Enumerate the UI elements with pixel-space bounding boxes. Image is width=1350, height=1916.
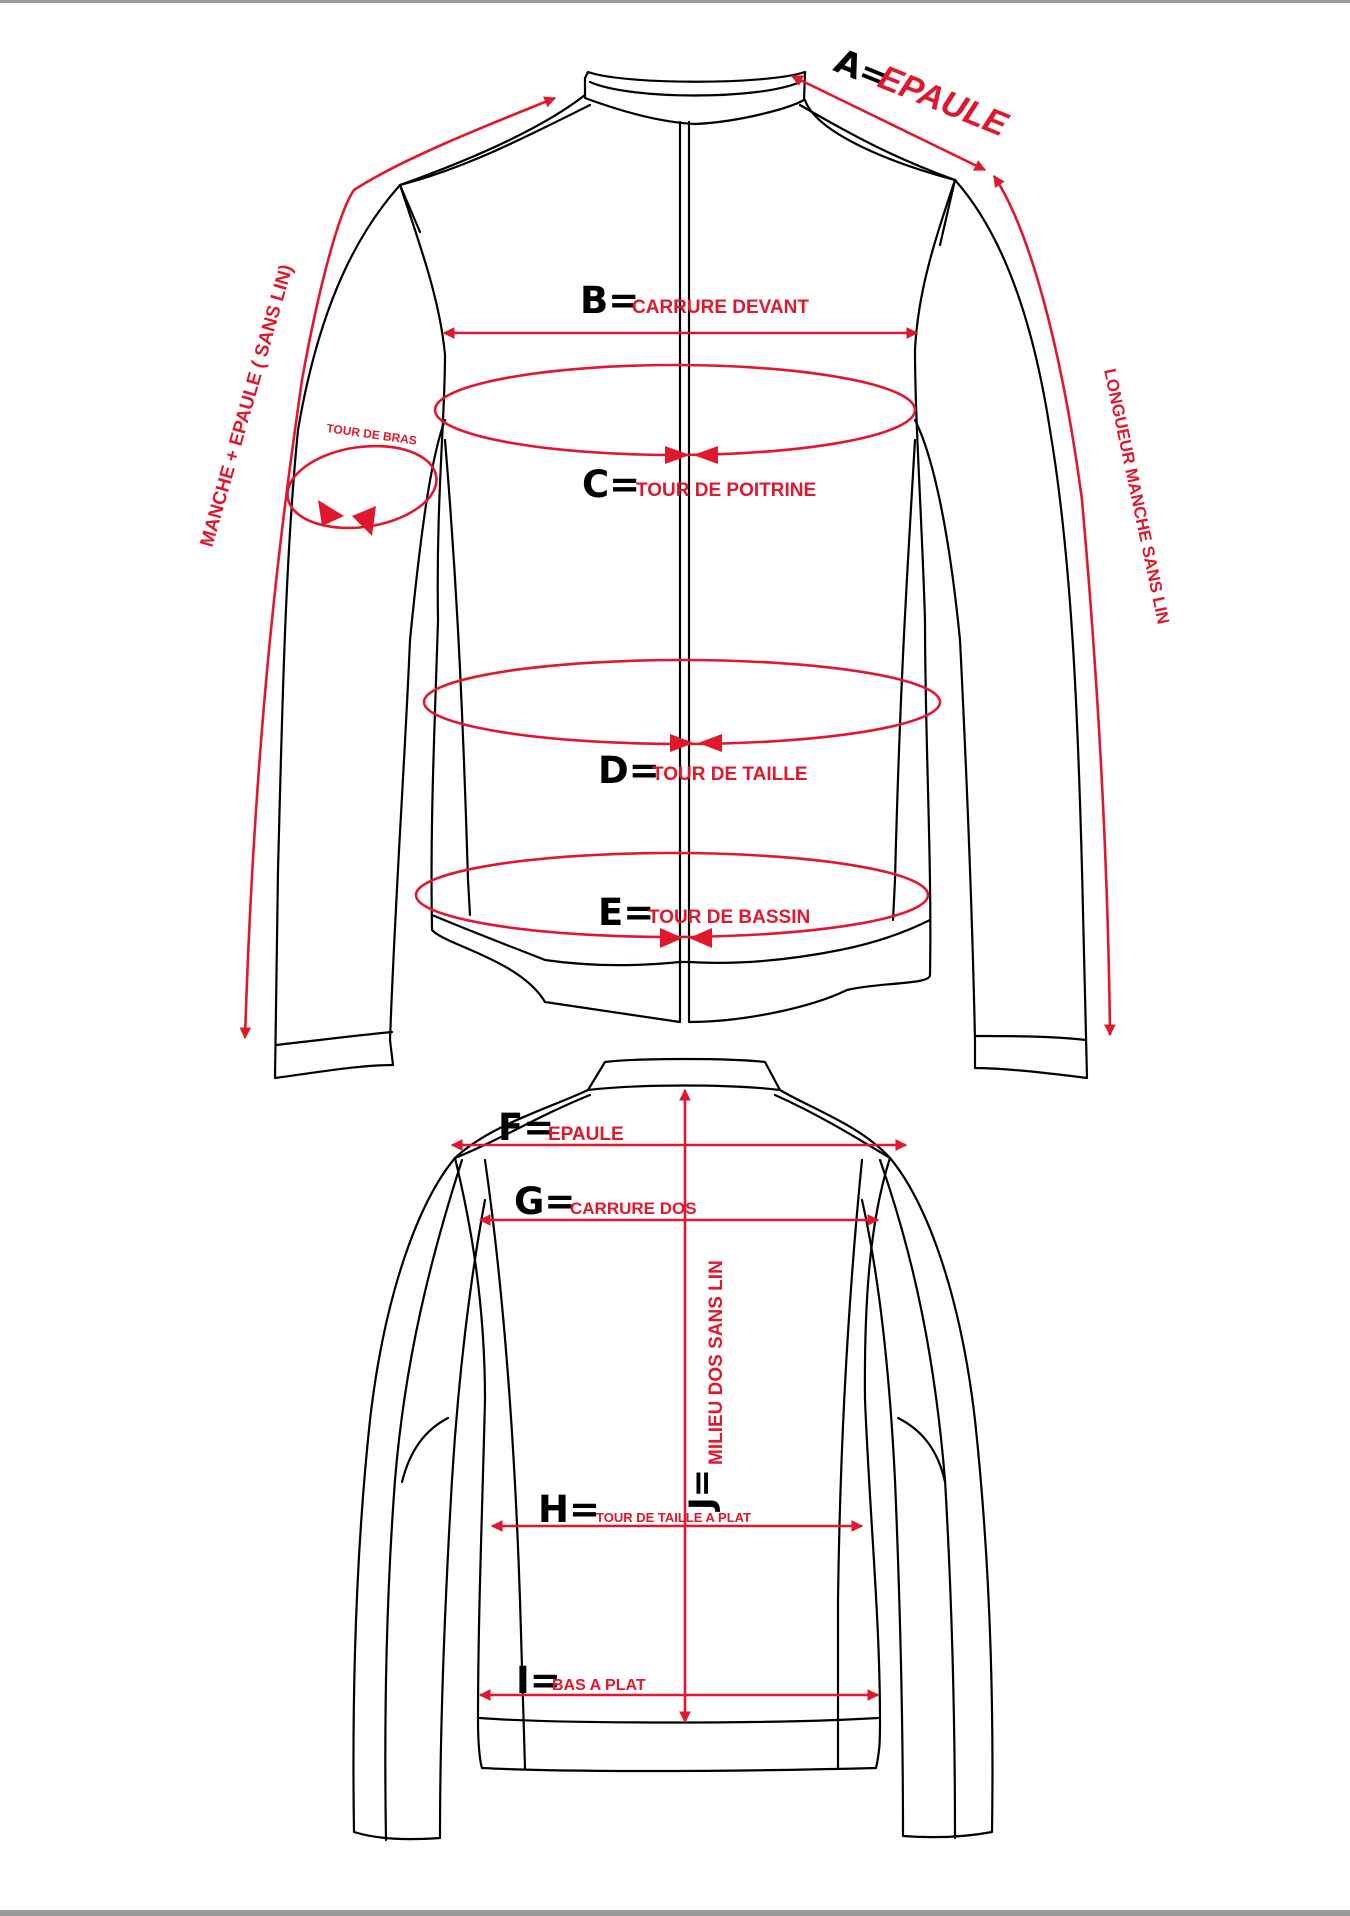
label-j-center-back: MILIEU DOS SANS LIN	[706, 1260, 727, 1465]
front-measurements	[245, 76, 1110, 1038]
label-arm-circumference: TOUR DE BRAS	[325, 421, 418, 448]
back-right-elbow-crease	[898, 1418, 945, 1482]
measure-d-waist-ring	[424, 660, 940, 744]
label-j-letter: J=	[682, 1468, 722, 1510]
front-labels	[197, 41, 1173, 934]
front-collar	[585, 72, 805, 124]
label-i-letter: I=	[516, 1659, 561, 1702]
front-zipper	[680, 122, 689, 962]
front-collar-inner	[590, 82, 800, 96]
back-left-elbow-crease	[402, 1418, 448, 1482]
front-right-sleeve	[915, 180, 1087, 1078]
label-f-letter: F=	[498, 1106, 555, 1149]
label-e-letter: E=	[598, 891, 655, 934]
back-right-sleeve-seam	[880, 1160, 955, 1838]
label-d-waist: TOUR DE TAILLE	[652, 764, 808, 785]
front-raglan-seam-right	[800, 105, 955, 245]
front-side-panel-left	[445, 440, 470, 915]
front-left-sleeve	[275, 185, 445, 1078]
label-b-letter: B=	[580, 279, 640, 322]
measure-left-sleeve-arrow	[245, 98, 555, 1038]
front-right-cuff	[976, 1036, 1086, 1040]
label-c-chest: TOUR DE POITRINE	[636, 480, 817, 501]
back-labels	[498, 1106, 751, 1702]
label-h-flat-waist: TOUR DE TAILLE A PLAT	[596, 1510, 752, 1525]
label-d-letter: D=	[598, 749, 660, 792]
label-f-shoulder: EPAULE	[548, 1124, 624, 1145]
front-raglan-seam-left	[400, 105, 590, 232]
back-left-sleeve	[353, 1158, 485, 1839]
label-i-flat-hem: BAS A PLAT	[552, 1677, 646, 1694]
label-b-front-chest-width: CARRURE DEVANT	[632, 297, 809, 318]
front-left-cuff	[276, 1032, 392, 1045]
measure-c-chest-ring	[435, 365, 915, 455]
measure-arm-tips	[318, 500, 376, 536]
back-side-panel-right	[838, 1160, 862, 1768]
back-collar	[588, 1059, 780, 1090]
back-hem-band	[480, 1718, 878, 1723]
label-h-letter: H=	[538, 1488, 600, 1531]
label-right-sleeve-measure: LONGUEUR MANCHE SANS LIN	[1100, 366, 1173, 626]
label-e-hip: TOUR DE BASSIN	[648, 907, 811, 928]
back-raglan-seam-right	[775, 1095, 890, 1158]
label-c-letter: C=	[582, 463, 641, 506]
back-right-sleeve	[862, 1158, 992, 1837]
label-g-back-width: CARRURE DOS	[570, 1199, 697, 1218]
back-jacket-outline	[353, 1059, 992, 1840]
label-g-letter: G=	[514, 1180, 576, 1223]
label-a-letter: A=	[828, 41, 895, 99]
label-a-shoulder: EPAULE	[873, 58, 1013, 145]
front-body	[400, 95, 955, 1022]
measure-right-sleeve-arrow	[994, 176, 1110, 1035]
label-left-sleeve-measure: MANCHE + EPAULE ( SANS LIN)	[196, 262, 298, 550]
